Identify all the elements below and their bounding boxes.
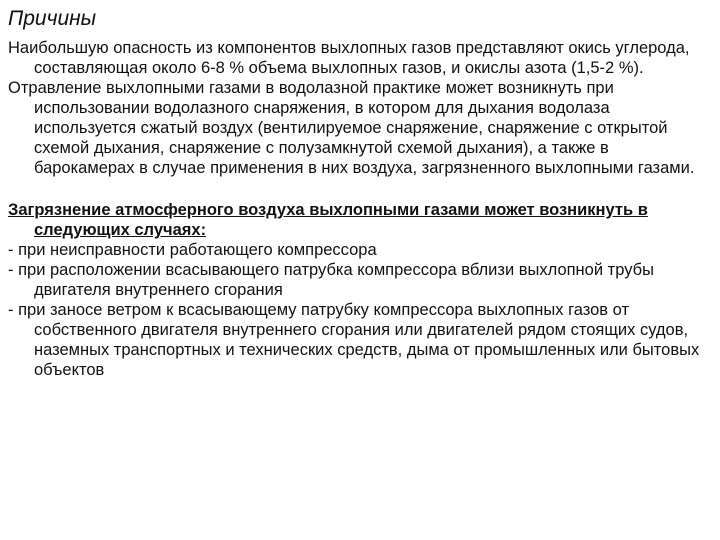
slide-title: Причины — [8, 7, 97, 30]
paragraph-danger: Наибольшую опасность из компонентов выхлопных газов представляют окись углерода, составляющая около 6-8 % объема выхлопных газов, и окислы азота (1,5-2 %). — [8, 39, 690, 77]
case-item-intake-near-exhaust: - при расположении всасывающего патрубка компрессора вблизи выхлопной трубы двигателя внутреннего сгорания — [8, 261, 654, 299]
paragraph-diving-poisoning: Отравление выхлопными газами в водолазной практике может возникнуть при использовании водолазного снаряжения, в котором для дыхания водолаза используется сжатый воздух (вентилируемое снаряжение, снаряжение с открытой схемой дыхания, снаряжение с полузамкнутой схемой дыхания), а также в барокамерах в случае применения в них воздуха, загрязненного выхлопными газами. — [8, 79, 695, 177]
case-item-wind-drift: - при заносе ветром к всасывающему патрубку компрессора выхлопных газов от собственного двигателя внутреннего сгорания или двигателей рядом стоящих судов, наземных транспортных и технических средств, дыма от промышленных или бытовых объектов — [8, 301, 700, 379]
section-divider-space — [8, 178, 708, 200]
cases-heading: Загрязнение атмосферного воздуха выхлопными газами может возникнуть в следующих случаях: — [8, 201, 648, 239]
case-item-compressor-fault: - при неисправности работающего компрессора — [8, 241, 377, 259]
